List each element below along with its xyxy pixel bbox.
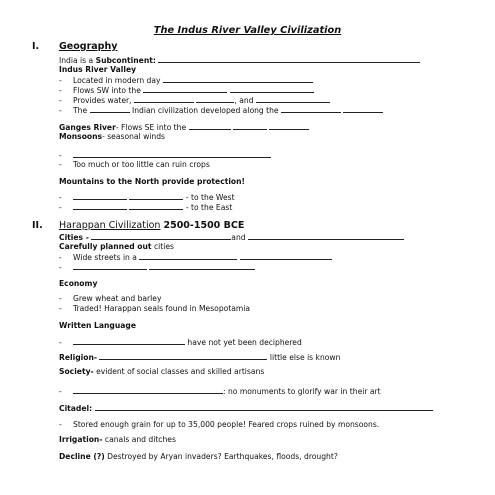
streets-blank-d[interactable] [149, 262, 255, 270]
west-line: - - to the West [59, 193, 235, 202]
subcontinent-prefix: India is a [59, 56, 96, 65]
geo-bullet-3-blank-c[interactable] [256, 95, 330, 103]
geo-bullet-2-text: Flows SW into the [73, 86, 141, 95]
geo-bullet-3-blank-b[interactable] [196, 95, 234, 103]
monsoons-label: Monsoons [59, 132, 103, 141]
streets-blank-a[interactable] [139, 252, 237, 260]
section-2-heading: Harappan Civilization [59, 220, 161, 231]
worksheet-title: The Indus River Valley Civilization [153, 25, 342, 36]
geo-bullet-1-text: Located in modern day [73, 76, 161, 85]
cities-and: and [231, 233, 246, 242]
geo-bullet-4-text-a: The [73, 106, 88, 115]
east-blank-a[interactable] [73, 202, 127, 210]
indus-heading: Indus River Valley [59, 65, 137, 74]
geo-bullet-4: - The Indian civilization developed along the [59, 105, 383, 116]
geo-bullet-2: - Flows SW into the [59, 85, 314, 96]
cities-blank-b[interactable] [248, 232, 404, 240]
geo-bullet-4-blank-b[interactable] [281, 105, 341, 113]
mountains-line: Mountains to the North provide protection! [59, 177, 246, 186]
planned-label: Carefully planned out [59, 242, 152, 251]
decline-line [59, 452, 338, 462]
written-language-text: have not yet been deciphered [187, 338, 302, 347]
section-1-heading: Geography [59, 41, 118, 52]
geo-bullet-1: - Located in modern day [59, 75, 313, 86]
monuments-text: : no monuments to glorify war in their art [223, 387, 381, 396]
geo-bullet-3: - Provides water, , and [59, 95, 330, 106]
geo-bullet-4-blank-a[interactable] [90, 105, 130, 113]
geo-bullet-4-text-b: Indian civilization developed along the [131, 106, 279, 115]
written-language-blank[interactable] [73, 337, 185, 345]
religion-text: little else is known [269, 353, 341, 362]
section-1-numeral: I. [32, 41, 40, 52]
society-label: Society- [59, 367, 94, 376]
cities-label: Cities - [59, 233, 89, 242]
economy-bullet-2: - Traded! Harappan seals found in Mesopotamia [59, 304, 251, 313]
decline-label: Decline (?) [59, 452, 105, 461]
west-text: - to the West [185, 193, 235, 202]
section-2-numeral: II. [32, 220, 43, 231]
geo-bullet-2-blank-a[interactable] [143, 85, 227, 93]
monsoon-bullet-text: Too much or too little can ruin crops [73, 160, 210, 169]
section-2-heading-line [59, 220, 244, 232]
geo-bullet-3-text: Provides water, [73, 96, 132, 105]
geo-bullet-3-blank-a[interactable] [134, 95, 194, 103]
east-blank-b[interactable] [129, 202, 183, 210]
subcontinent-blank[interactable] [158, 55, 420, 63]
streets-blank-line: - [59, 262, 255, 273]
west-blank-a[interactable] [73, 192, 127, 200]
monsoons-text: - seasonal winds [102, 132, 166, 141]
streets-blank-b[interactable] [240, 252, 332, 260]
stored-grain-line: - Stored enough grain for up to 35,000 people! Feared crops ruined by monsoons. [59, 420, 380, 429]
planned-line [59, 242, 174, 252]
cities-blank-a[interactable] [91, 232, 231, 240]
monsoon-blank-line: - [59, 150, 271, 161]
geo-bullet-1-blank[interactable] [163, 75, 313, 83]
citadel-blank[interactable] [95, 403, 433, 411]
economy-heading: Economy [59, 279, 98, 288]
geo-bullet-2-blank-b[interactable] [230, 85, 314, 93]
society-line [59, 367, 264, 377]
irrigation-text: canals and ditches [102, 435, 176, 444]
economy-bullet-1: - Grew wheat and barley [59, 294, 162, 303]
citadel-line [59, 403, 433, 414]
economy-bullet-2-text: Traded! Harappan seals found in Mesopotamia [73, 304, 251, 313]
economy-bullet-1-text: Grew wheat and barley [73, 294, 162, 303]
religion-line [59, 352, 340, 363]
society-text: evident of social classes and skilled artisans [93, 367, 265, 376]
irrigation-label: Irrigation- [59, 435, 103, 444]
monsoons-line [59, 132, 165, 142]
ganges-text: - Flows SE into the [115, 123, 187, 132]
monuments-blank[interactable] [73, 386, 223, 394]
streets-blank-c[interactable] [73, 262, 147, 270]
monuments-line: - : no monuments to glorify war in their art [59, 387, 381, 396]
east-line: - - to the East [59, 203, 233, 212]
ganges-blank-b[interactable] [233, 122, 267, 130]
planned-text: cities [151, 242, 174, 251]
streets-line: - Wide streets in a [59, 252, 332, 263]
ganges-blank-a[interactable] [189, 122, 231, 130]
religion-blank[interactable] [99, 352, 267, 360]
streets-text: Wide streets in a [73, 253, 137, 262]
irrigation-line [59, 435, 176, 445]
monsoon-bullet: - Too much or too little can ruin crops [59, 160, 210, 169]
monsoon-blank[interactable] [73, 150, 271, 158]
east-text: - to the East [185, 203, 233, 212]
written-language-heading: Written Language [59, 321, 136, 330]
ganges-blank-c[interactable] [269, 122, 309, 130]
subcontinent-label: Subcontinent: [95, 56, 156, 65]
geo-bullet-3-and: , and [234, 96, 254, 105]
west-blank-b[interactable] [129, 192, 183, 200]
religion-label: Religion- [59, 353, 98, 362]
citadel-label: Citadel: [59, 404, 93, 413]
section-2-dates: 2500-1500 BCE [163, 220, 245, 231]
written-language-line: - have not yet been deciphered [59, 338, 302, 347]
geo-bullet-4-blank-c[interactable] [343, 105, 383, 113]
decline-text: Destroyed by Aryan invaders? Earthquakes, floods, drought? [104, 452, 338, 461]
ganges-label: Ganges River [59, 123, 116, 132]
stored-grain-text: Stored enough grain for up to 35,000 people! Feared crops ruined by monsoons. [73, 420, 380, 429]
